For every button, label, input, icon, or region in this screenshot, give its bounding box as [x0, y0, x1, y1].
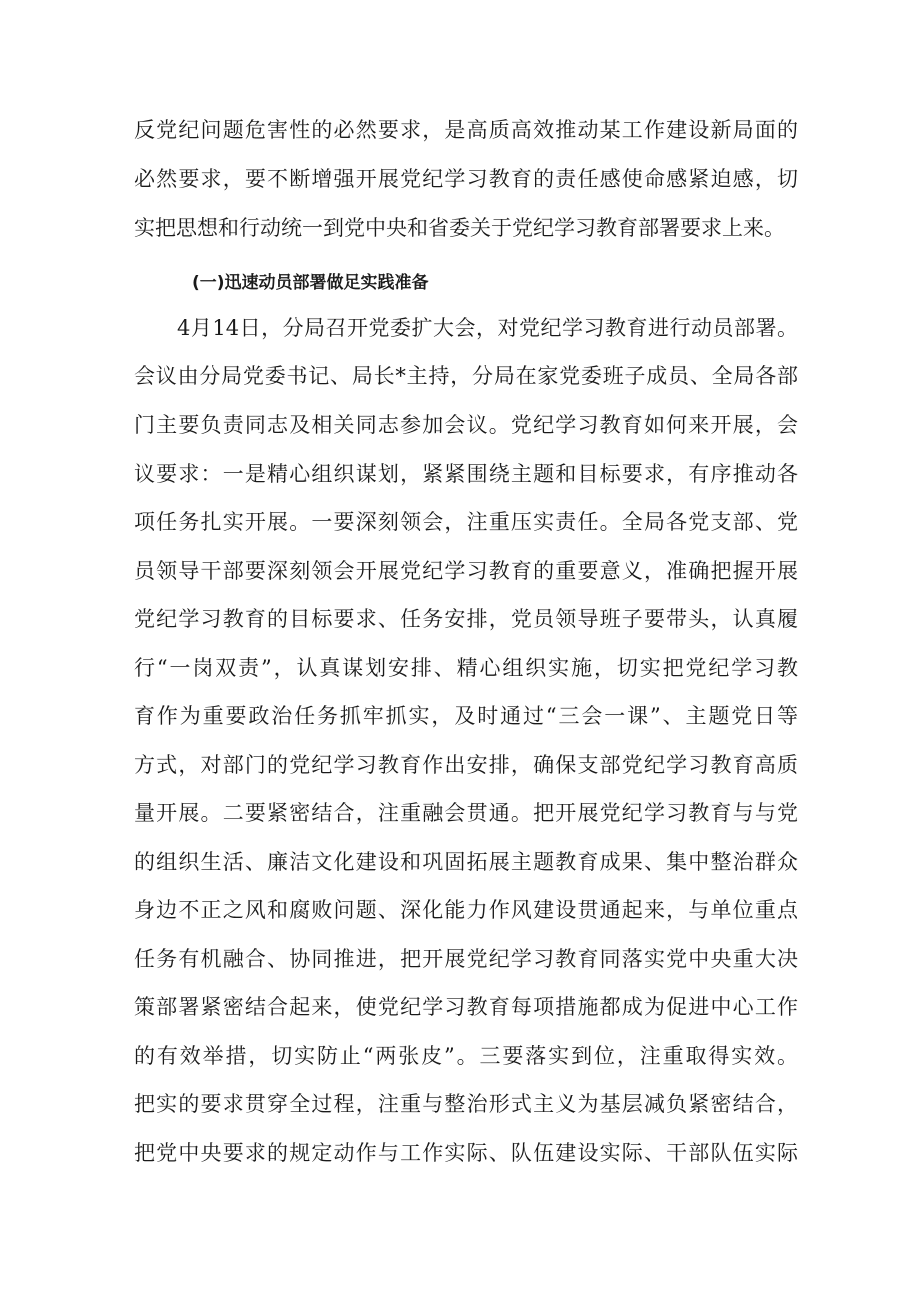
body-line-16: 的有效举措，切实防止“两张皮”。三要落实到位，注重取得实效。: [134, 1044, 798, 1068]
body-line-6: 员领导干部要深刻领会开展党纪学习教育的重要意义，准确把握开展: [134, 559, 798, 583]
section-heading: (一)迅速动员部署做足实践准备: [192, 273, 429, 293]
intro-line-3: 实把思想和行动统一到党中央和省委关于党纪学习教育部署要求上来。: [134, 216, 785, 240]
body-line-10: 方式，对部门的党纪学习教育作出安排，确保支部党纪学习教育高质: [134, 753, 798, 777]
body-line-2: 会议由分局党委书记、局长*主持，分局在家党委班子成员、全局各部: [134, 364, 798, 388]
body-line-9: 育作为重要政治任务抓牢抓实，及时通过“三会一课”、主题党日等: [134, 704, 798, 728]
body-line-8: 行“一岗双责”，认真谋划安排、精心组织实施，切实把党纪学习教: [134, 656, 798, 680]
body-line-11: 量开展。二要紧密结合，注重融会贯通。把开展党纪学习教育与与党: [134, 801, 798, 825]
body-line-15: 策部署紧密结合起来，使党纪学习教育每项措施都成为促进中心工作: [134, 995, 798, 1019]
body-line-13: 身边不正之风和腐败问题、深化能力作风建设贯通起来，与单位重点: [134, 898, 798, 922]
body-line-17: 把实的要求贯穿全过程，注重与整治形式主义为基层减负紧密结合，: [134, 1092, 798, 1116]
body-line-4: 议要求：一是精心组织谋划，紧紧围绕主题和目标要求，有序推动各: [134, 462, 798, 486]
body-line-14: 任务有机融合、协同推进，把开展党纪学习教育同落实党中央重大决: [134, 947, 798, 971]
body-line-18: 把党中央要求的规定动作与工作实际、队伍建设实际、干部队伍实际: [134, 1141, 798, 1165]
body-line-7: 党纪学习教育的目标要求、任务安排，党员领导班子要带头，认真履: [134, 607, 798, 631]
intro-line-1: 反党纪问题危害性的必然要求，是高质高效推动某工作建设新局面的: [134, 118, 798, 142]
body-line-5: 项任务扎实开展。一要深刻领会，注重压实责任。全局各党支部、党: [134, 510, 798, 534]
intro-line-2: 必然要求，要不断增强开展党纪学习教育的责任感使命感紧迫感，切: [134, 167, 798, 191]
body-line-12: 的组织生活、廉洁文化建设和巩固拓展主题教育成果、集中整治群众: [134, 850, 798, 874]
body-line-3: 门主要负责同志及相关同志参加会议。党纪学习教育如何来开展，会: [134, 413, 798, 437]
body-line-1: 4月14日，分局召开党委扩大会，对党纪学习教育进行动员部署。: [177, 316, 798, 340]
